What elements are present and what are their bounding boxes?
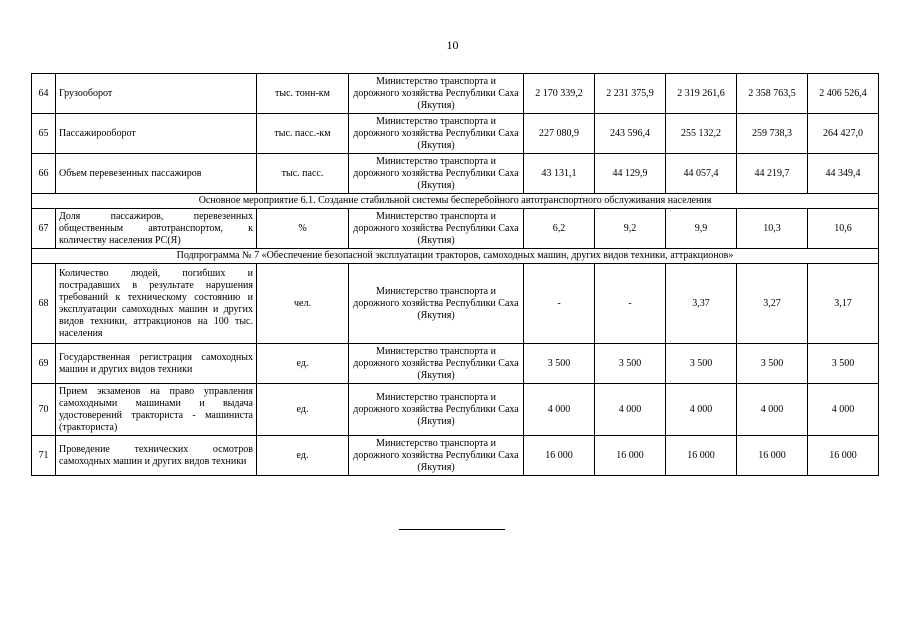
responsible-cell: Министерство транспорта и дорожного хозяйства Республики Саха (Якутия) bbox=[349, 344, 524, 384]
table-row bbox=[32, 264, 879, 344]
value-cell: 16 000 bbox=[595, 436, 666, 476]
row-number: 68 bbox=[32, 264, 56, 344]
value-cell: 2 319 261,6 bbox=[666, 74, 737, 114]
indicator-name: Пассажирооборот bbox=[56, 114, 257, 154]
unit-cell: тыс. пасс.-км bbox=[257, 114, 349, 154]
value-cell: 4 000 bbox=[524, 384, 595, 436]
value-cell: 9,2 bbox=[595, 209, 666, 249]
value-cell: 3 500 bbox=[737, 344, 808, 384]
responsible-cell: Министерство транспорта и дорожного хозяйства Республики Саха (Якутия) bbox=[349, 264, 524, 344]
table-row bbox=[32, 384, 879, 436]
unit-cell: ед. bbox=[257, 436, 349, 476]
value-cell: 44 129,9 bbox=[595, 154, 666, 194]
value-cell: 9,9 bbox=[666, 209, 737, 249]
row-number: 64 bbox=[32, 74, 56, 114]
value-cell: 16 000 bbox=[737, 436, 808, 476]
value-cell: 44 057,4 bbox=[666, 154, 737, 194]
value-cell: 2 170 339,2 bbox=[524, 74, 595, 114]
row-number: 66 bbox=[32, 154, 56, 194]
value-cell: 4 000 bbox=[737, 384, 808, 436]
unit-cell: тыс. тонн-км bbox=[257, 74, 349, 114]
row-number: 69 bbox=[32, 344, 56, 384]
page-number: 10 bbox=[446, 38, 459, 52]
value-cell: 44 349,4 bbox=[808, 154, 879, 194]
indicator-name: Государственная регистрация самоходных машин и других видов техники bbox=[56, 344, 257, 384]
footer-rule bbox=[399, 529, 505, 530]
value-cell: 259 738,3 bbox=[737, 114, 808, 154]
value-cell: 3 500 bbox=[666, 344, 737, 384]
indicators-table bbox=[31, 73, 879, 476]
unit-cell: чел. bbox=[257, 264, 349, 344]
value-cell: 16 000 bbox=[808, 436, 879, 476]
unit-cell: тыс. пасс. bbox=[257, 154, 349, 194]
section-row bbox=[32, 194, 879, 209]
responsible-cell: Министерство транспорта и дорожного хозяйства Республики Саха (Якутия) bbox=[349, 209, 524, 249]
table-row bbox=[32, 209, 879, 249]
section-title: Основное мероприятие 6.1. Создание стабильной системы бесперебойного автотранспортного обслуживания населения bbox=[32, 194, 879, 209]
unit-cell: ед. bbox=[257, 344, 349, 384]
value-cell: - bbox=[595, 264, 666, 344]
value-cell: 4 000 bbox=[808, 384, 879, 436]
indicator-name: Проведение технических осмотров самоходных машин и других видов техники bbox=[56, 436, 257, 476]
value-cell: 3,17 bbox=[808, 264, 879, 344]
value-cell: 227 080,9 bbox=[524, 114, 595, 154]
responsible-cell: Министерство транспорта и дорожного хозяйства Республики Саха (Якутия) bbox=[349, 384, 524, 436]
row-number: 70 bbox=[32, 384, 56, 436]
row-number: 71 bbox=[32, 436, 56, 476]
value-cell: 3 500 bbox=[524, 344, 595, 384]
section-row bbox=[32, 249, 879, 264]
table-row bbox=[32, 114, 879, 154]
value-cell: 4 000 bbox=[595, 384, 666, 436]
table-row bbox=[32, 74, 879, 114]
responsible-cell: Министерство транспорта и дорожного хозяйства Республики Саха (Якутия) bbox=[349, 114, 524, 154]
table-row bbox=[32, 344, 879, 384]
value-cell: - bbox=[524, 264, 595, 344]
indicator-name: Объем перевезенных пассажиров bbox=[56, 154, 257, 194]
unit-cell: ед. bbox=[257, 384, 349, 436]
value-cell: 3,27 bbox=[737, 264, 808, 344]
value-cell: 255 132,2 bbox=[666, 114, 737, 154]
row-number: 65 bbox=[32, 114, 56, 154]
value-cell: 10,3 bbox=[737, 209, 808, 249]
value-cell: 2 358 763,5 bbox=[737, 74, 808, 114]
responsible-cell: Министерство транспорта и дорожного хозяйства Республики Саха (Якутия) bbox=[349, 154, 524, 194]
responsible-cell: Министерство транспорта и дорожного хозяйства Республики Саха (Якутия) bbox=[349, 74, 524, 114]
value-cell: 2 231 375,9 bbox=[595, 74, 666, 114]
indicator-name: Доля пассажиров, перевезенных общественным автотранспортом, к количеству населения РС(Я) bbox=[56, 209, 257, 249]
value-cell: 3 500 bbox=[595, 344, 666, 384]
value-cell: 43 131,1 bbox=[524, 154, 595, 194]
value-cell: 16 000 bbox=[524, 436, 595, 476]
indicator-name: Прием экзаменов на право управления самоходными машинами и выдача удостоверений тракториста - машиниста (тракториста) bbox=[56, 384, 257, 436]
table-row bbox=[32, 436, 879, 476]
unit-cell: % bbox=[257, 209, 349, 249]
value-cell: 10,6 bbox=[808, 209, 879, 249]
value-cell: 243 596,4 bbox=[595, 114, 666, 154]
value-cell: 3 500 bbox=[808, 344, 879, 384]
value-cell: 6,2 bbox=[524, 209, 595, 249]
value-cell: 16 000 bbox=[666, 436, 737, 476]
row-number: 67 bbox=[32, 209, 56, 249]
responsible-cell: Министерство транспорта и дорожного хозяйства Республики Саха (Якутия) bbox=[349, 436, 524, 476]
value-cell: 264 427,0 bbox=[808, 114, 879, 154]
value-cell: 2 406 526,4 bbox=[808, 74, 879, 114]
section-title: Подпрограмма № 7 «Обеспечение безопасной эксплуатации тракторов, самоходных машин, других видов техники, аттракционов» bbox=[32, 249, 879, 264]
value-cell: 4 000 bbox=[666, 384, 737, 436]
value-cell: 44 219,7 bbox=[737, 154, 808, 194]
value-cell: 3,37 bbox=[666, 264, 737, 344]
indicator-name: Количество людей, погибших и пострадавших в результате нарушения требований к техническому состоянию и эксплуатации самоходных машин и других видов техники, аттракционов на 100 тыс. населения bbox=[56, 264, 257, 344]
table-row bbox=[32, 154, 879, 194]
indicator-name: Грузооборот bbox=[56, 74, 257, 114]
